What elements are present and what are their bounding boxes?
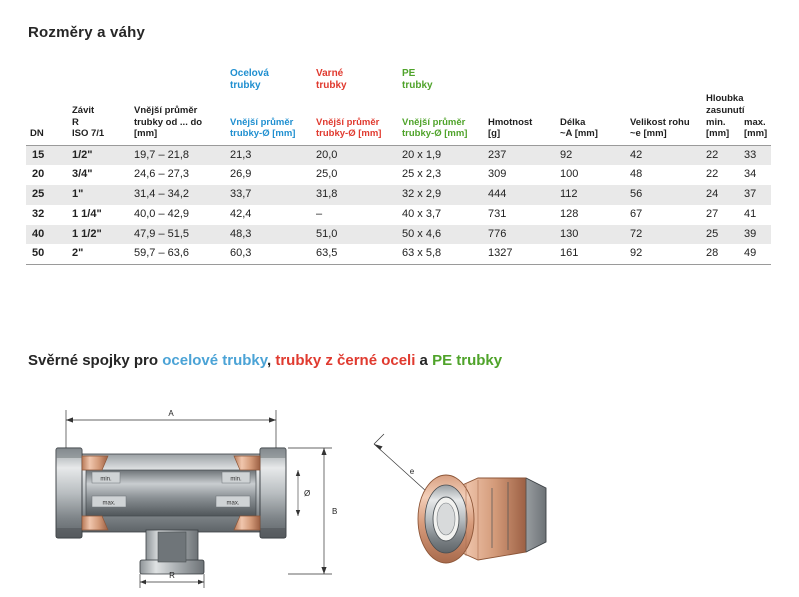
group-empty-mass xyxy=(484,62,556,93)
label-e: e xyxy=(409,467,415,476)
left-tee-drawing xyxy=(56,409,337,588)
col-header-mass-line3: [g] xyxy=(488,128,501,140)
coupling-3d-body xyxy=(418,475,546,563)
table-row xyxy=(26,145,771,165)
page-title: Rozměry a váhy xyxy=(28,24,146,41)
cell-pe: 25 x 2,3 xyxy=(398,165,484,185)
cell-steel: 33,7 xyxy=(226,185,312,205)
col-header-steel-line3: trubky-Ø [mm] xyxy=(230,128,296,140)
cell-pe: 40 x 3,7 xyxy=(398,205,484,225)
group-header-varne-line2: trubky xyxy=(316,80,347,92)
label-R: R xyxy=(169,571,175,580)
group-header-varne xyxy=(312,62,398,93)
cell-max: 41 xyxy=(740,205,771,225)
col-header-min-line2: min. xyxy=(706,116,726,128)
group-header-pe xyxy=(398,62,484,93)
col-header-mass-line2: Hmotnost xyxy=(488,116,533,128)
col-header-steel xyxy=(226,93,312,145)
cell-max: 39 xyxy=(740,225,771,245)
cell-length: 161 xyxy=(556,244,626,264)
cell-varne: 20,0 xyxy=(312,145,398,165)
group-empty-outer xyxy=(130,62,226,93)
table-body xyxy=(26,145,771,265)
col-header-mass xyxy=(484,93,556,145)
col-header-pe-line3: trubky-Ø [mm] xyxy=(402,128,468,140)
col-header-varne-line3: trubky-Ø [mm] xyxy=(316,128,382,140)
cell-thread: 1 1/2" xyxy=(68,225,130,245)
label-diameter: Ø xyxy=(304,489,311,498)
group-empty-min xyxy=(702,62,740,93)
col-header-length-line3: ~A [mm] xyxy=(560,128,598,140)
cell-corner: 67 xyxy=(626,205,702,225)
label-min-left: min. xyxy=(100,476,112,483)
cell-corner: 42 xyxy=(626,145,702,165)
cell-dn: 25 xyxy=(26,185,68,205)
left-nut xyxy=(56,448,82,538)
cell-max: 33 xyxy=(740,145,771,165)
technical-drawing-figure xyxy=(26,392,771,590)
col-header-dn-line3: DN xyxy=(30,128,44,140)
group-empty-dn xyxy=(26,62,68,93)
cell-steel: 48,3 xyxy=(226,225,312,245)
cell-max: 37 xyxy=(740,185,771,205)
cell-min: 24 xyxy=(702,185,740,205)
col-header-thread-line1: Závit xyxy=(72,104,95,116)
cell-max: 49 xyxy=(740,244,771,264)
col-header-outer-line2: trubky od ... do xyxy=(134,116,203,128)
col-header-corner-line3: ~e [mm] xyxy=(630,128,667,140)
cell-pe: 20 x 1,9 xyxy=(398,145,484,165)
cell-min: 22 xyxy=(702,165,740,185)
cell-thread: 3/4" xyxy=(68,165,130,185)
cell-varne: 63,5 xyxy=(312,244,398,264)
cell-varne: 31,8 xyxy=(312,185,398,205)
table-row xyxy=(26,225,771,245)
group-header-pe-line1: PE xyxy=(402,68,416,79)
cell-steel: 60,3 xyxy=(226,244,312,264)
label-B: B xyxy=(332,507,338,516)
group-empty-thread xyxy=(68,62,130,93)
cell-outer: 31,4 – 34,2 xyxy=(130,185,226,205)
figure-title-pe: PE trubky xyxy=(432,352,503,369)
cell-outer: 40,0 – 42,9 xyxy=(130,205,226,225)
dimensions-table-container xyxy=(26,62,771,265)
col-header-outer-line1: Vnější průměr xyxy=(134,104,198,116)
group-header-steel-line1: Ocelová xyxy=(230,68,269,79)
cell-mass: 1327 xyxy=(484,244,556,264)
cell-pe: 50 x 4,6 xyxy=(398,225,484,245)
cell-thread: 2" xyxy=(68,244,130,264)
figure-title-black: trubky z černé oceli xyxy=(275,352,416,369)
cell-mass: 309 xyxy=(484,165,556,185)
label-max-left: max. xyxy=(102,500,116,507)
cell-dn: 20 xyxy=(26,165,68,185)
cell-mass: 444 xyxy=(484,185,556,205)
cell-mass: 237 xyxy=(484,145,556,165)
cell-corner: 56 xyxy=(626,185,702,205)
cell-mass: 776 xyxy=(484,225,556,245)
cell-length: 100 xyxy=(556,165,626,185)
col-header-varne-line2: Vnější průměr xyxy=(316,116,380,128)
label-A: A xyxy=(168,409,174,418)
col-header-length xyxy=(556,93,626,145)
cell-outer: 19,7 – 21,8 xyxy=(130,145,226,165)
col-header-min xyxy=(702,93,745,145)
cell-varne: – xyxy=(312,205,398,225)
cell-varne: 51,0 xyxy=(312,225,398,245)
group-header-pe-line2: trubky xyxy=(402,80,433,92)
group-header-steel xyxy=(226,62,312,93)
cell-thread: 1 1/4" xyxy=(68,205,130,225)
col-header-dn xyxy=(26,93,68,145)
coupling-bore-inner xyxy=(437,503,455,535)
col-header-pe-line2: Vnější průměr xyxy=(402,116,466,128)
group-empty-corner xyxy=(626,62,702,93)
cell-length: 128 xyxy=(556,205,626,225)
col-header-thread-line3: ISO 7/1 xyxy=(72,128,105,140)
cell-dn: 50 xyxy=(26,244,68,264)
cell-min: 25 xyxy=(702,225,740,245)
cell-dn: 15 xyxy=(26,145,68,165)
col-header-steel-line2: Vnější průměr xyxy=(230,116,294,128)
cell-max: 34 xyxy=(740,165,771,185)
cell-pe: 63 x 5,8 xyxy=(398,244,484,264)
cell-steel: 21,3 xyxy=(226,145,312,165)
table-row xyxy=(26,205,771,225)
cell-steel: 26,9 xyxy=(226,165,312,185)
col-header-max xyxy=(740,93,771,145)
group-header-steel-line2: trubky xyxy=(230,80,261,92)
col-header-varne xyxy=(312,93,398,145)
group-empty-length xyxy=(556,62,626,93)
cell-corner: 72 xyxy=(626,225,702,245)
cell-thread: 1/2" xyxy=(68,145,130,165)
col-header-length-line2: Délka xyxy=(560,116,586,128)
figure-title xyxy=(28,352,502,369)
cell-length: 130 xyxy=(556,225,626,245)
group-empty-max xyxy=(740,62,771,93)
col-header-max-line2: max. xyxy=(744,116,766,128)
right-nut xyxy=(260,448,286,538)
cell-length: 112 xyxy=(556,185,626,205)
cell-corner: 92 xyxy=(626,244,702,264)
label-min-right: min. xyxy=(230,476,242,483)
cell-min: 27 xyxy=(702,205,740,225)
cell-thread: 1" xyxy=(68,185,130,205)
table-column-header-row xyxy=(26,93,771,145)
dimension-B xyxy=(288,448,332,574)
cell-min: 28 xyxy=(702,244,740,264)
table-row xyxy=(26,244,771,264)
figure-title-prefix: Svěrné spojky pro xyxy=(28,352,163,369)
table-header xyxy=(26,62,771,145)
right-coupling-drawing xyxy=(374,434,546,563)
table-row xyxy=(26,185,771,205)
col-header-thread xyxy=(68,93,130,145)
cell-length: 92 xyxy=(556,145,626,165)
col-header-outer-line3: [mm] xyxy=(134,128,158,140)
table-group-header-row xyxy=(26,62,771,93)
cell-steel: 42,4 xyxy=(226,205,312,225)
col-header-outer xyxy=(130,93,226,145)
cell-corner: 48 xyxy=(626,165,702,185)
figure-title-and: a xyxy=(415,352,433,369)
col-header-min-line1: Hloubka zasunutí xyxy=(706,93,745,116)
col-header-max-line3: [mm] xyxy=(744,128,768,140)
coupling-drawing-svg xyxy=(26,392,771,590)
tee-branch xyxy=(140,530,204,574)
label-max-right: max. xyxy=(226,500,240,507)
dimension-diameter xyxy=(296,470,300,516)
figure-title-comma: , xyxy=(266,352,276,369)
table-row xyxy=(26,165,771,185)
cell-min: 22 xyxy=(702,145,740,165)
cell-pe: 32 x 2,9 xyxy=(398,185,484,205)
col-header-corner xyxy=(626,93,702,145)
col-header-corner-line2: Velikost rohu xyxy=(630,116,690,128)
col-header-thread-line2: R xyxy=(72,116,79,128)
cell-varne: 25,0 xyxy=(312,165,398,185)
cell-outer: 59,7 – 63,6 xyxy=(130,244,226,264)
cell-dn: 40 xyxy=(26,225,68,245)
cell-mass: 731 xyxy=(484,205,556,225)
dimensions-table xyxy=(26,62,771,265)
figure-title-steel: ocelové trubky xyxy=(162,352,267,369)
cell-dn: 32 xyxy=(26,205,68,225)
col-header-pe xyxy=(398,93,484,145)
cell-outer: 47,9 – 51,5 xyxy=(130,225,226,245)
group-header-varne-line1: Varné xyxy=(316,68,344,79)
col-header-min-line3: [mm] xyxy=(706,128,730,140)
cell-outer: 24,6 – 27,3 xyxy=(130,165,226,185)
